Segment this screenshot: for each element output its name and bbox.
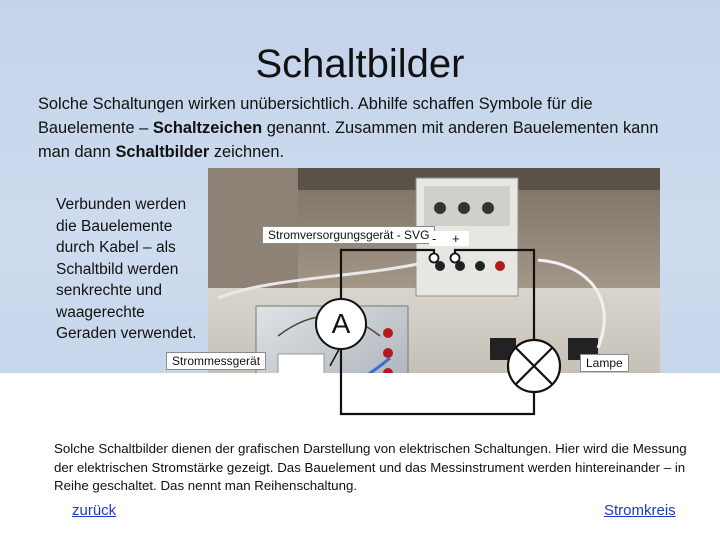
lamp-symbol (508, 340, 560, 392)
wire-top-left (341, 250, 434, 298)
intro-text-3: zeichnen. (209, 143, 285, 161)
left-description: Verbunden werden die Bauelemente durch Kabel – als Schaltbild werden senkrechte und waagerechte Geraden verwendet. (56, 196, 197, 342)
power-supply-label: Stromversorgungsgerät - SVG (262, 226, 435, 244)
terminal-plus (451, 254, 460, 263)
intro-text-2: genannt. Zusammen mit anderen Bauelementen kann man dann (38, 119, 659, 161)
intro-bold-schaltzeichen: Schaltzeichen (152, 119, 263, 137)
ammeter-symbol: A (315, 298, 367, 350)
wire-bottom (341, 350, 534, 414)
terminal-minus (430, 254, 439, 263)
back-link[interactable]: zurück (68, 502, 120, 519)
polarity-label: - + (429, 231, 469, 246)
ammeter-device-label: Strommessgerät (166, 352, 266, 370)
next-link-stromkreis[interactable]: Stromkreis (600, 502, 680, 519)
intro-text-1: Solche Schaltungen wirken unübersichtlich. Abhilfe schaffen Symbole für die Bauelemente – (38, 95, 593, 137)
intro-bold-schaltbilder: Schaltbilder (115, 143, 210, 161)
wire-top-right (455, 250, 534, 340)
lamp-label: Lampe (580, 354, 629, 372)
bottom-description: Solche Schaltbilder dienen der grafischen Darstellung von elektrischen Schaltungen. Hier wird die Messung der elektrischen Stromstärke gezeigt. Das Bauelement und das Messinstrument werden hintereinander – in Reihe geschaltet. Das nennt man Reihenschaltung. (54, 441, 687, 493)
slide-title: Schaltbilder (255, 42, 465, 86)
